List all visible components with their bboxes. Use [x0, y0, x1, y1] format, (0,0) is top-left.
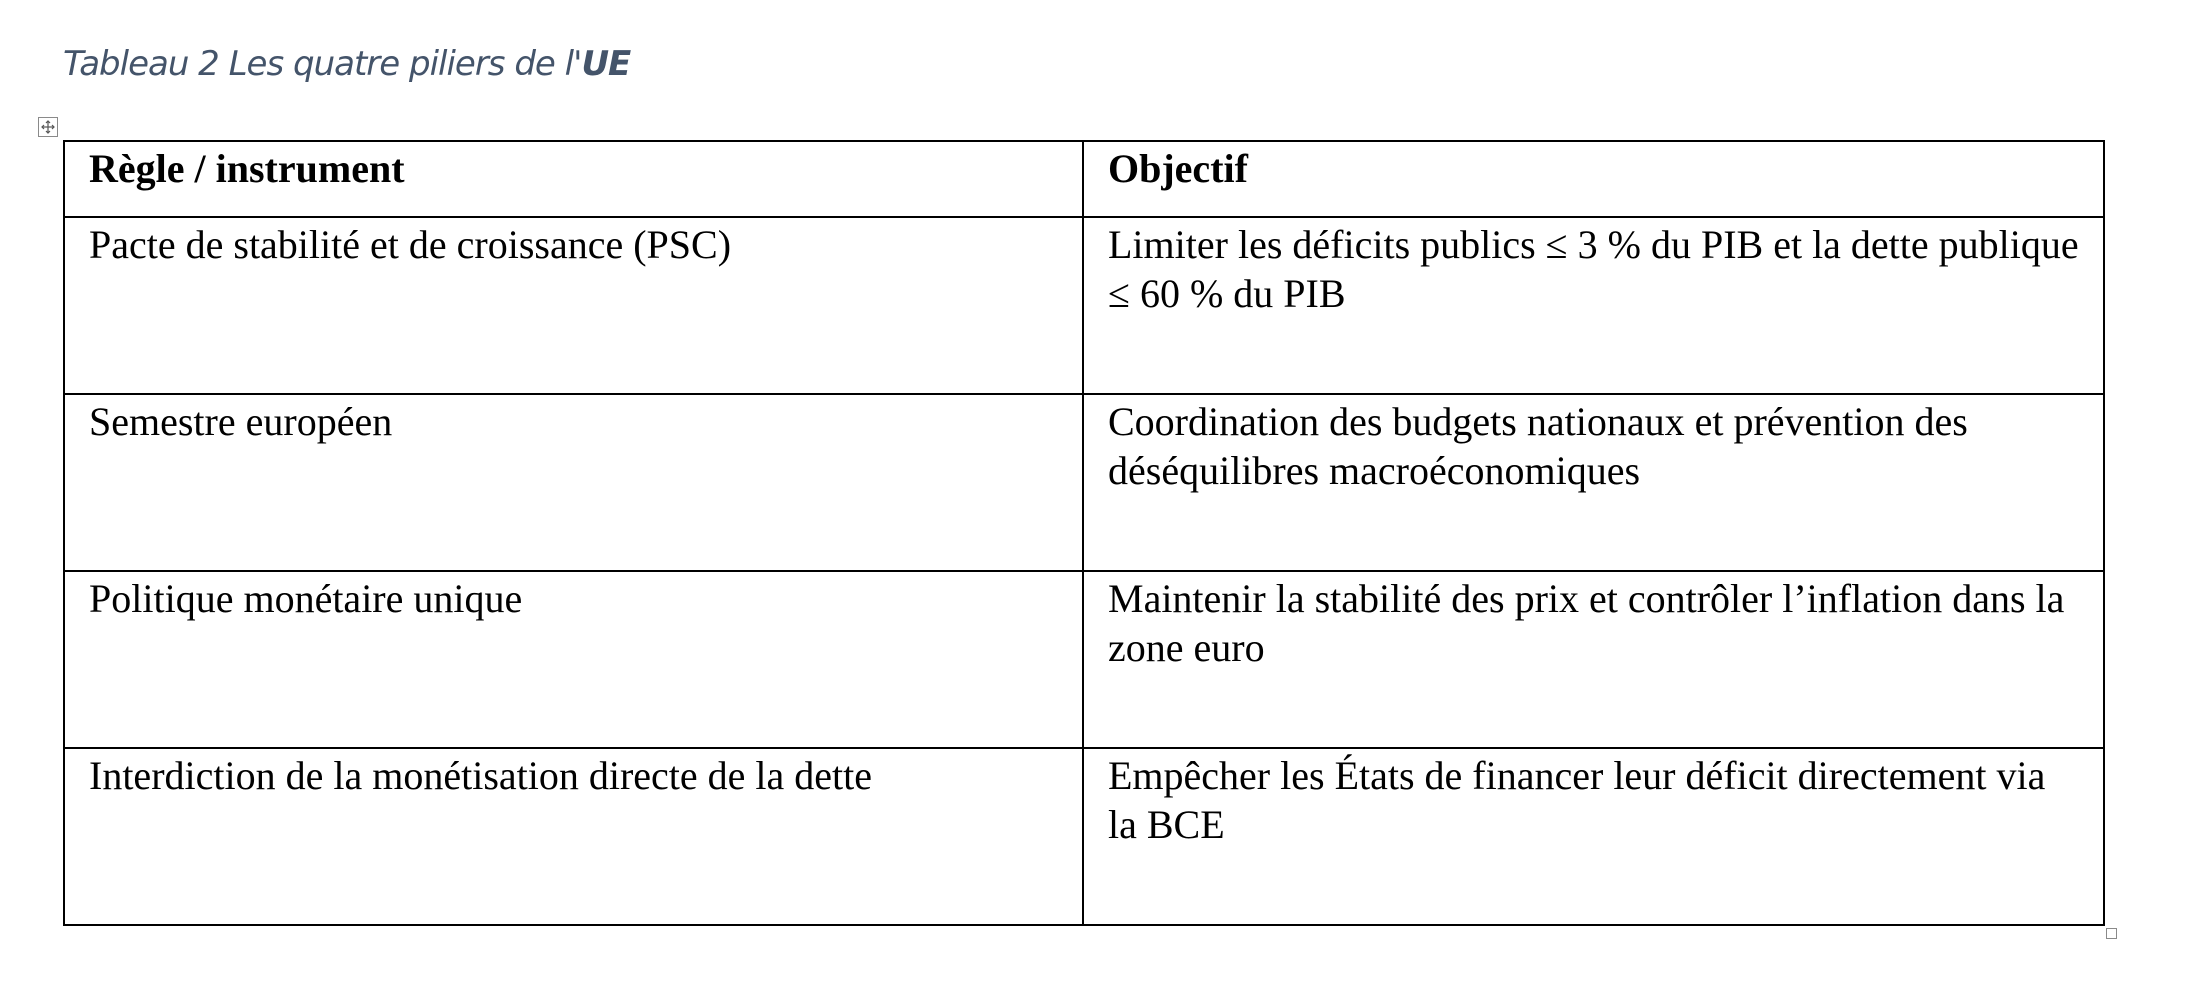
cell-rule: Pacte de stabilité et de croissance (PSC): [64, 217, 1083, 394]
cell-objective: Coordination des budgets nationaux et prévention des déséquilibres macroéconomiques: [1083, 394, 2104, 571]
table-caption: [63, 44, 630, 84]
cell-rule: Politique monétaire unique: [64, 571, 1083, 748]
cell-rule: Semestre européen: [64, 394, 1083, 571]
move-arrows-icon: [39, 118, 57, 136]
caption-bold-text: UE: [581, 44, 631, 84]
table-row: [64, 748, 2104, 925]
caption-text: Tableau 2 Les quatre piliers de l': [63, 44, 582, 84]
table-row: [64, 217, 2104, 394]
header-rule: Règle / instrument: [64, 141, 1083, 217]
pillars-table: [63, 140, 2105, 926]
table-row: [64, 571, 2104, 748]
header-objective: Objectif: [1083, 141, 2104, 217]
cell-objective: Empêcher les États de financer leur déficit directement via la BCE: [1083, 748, 2104, 925]
cell-objective: Maintenir la stabilité des prix et contrôler l’inflation dans la zone euro: [1083, 571, 2104, 748]
table-move-handle-icon[interactable]: [38, 117, 58, 137]
table-header-row: [64, 141, 2104, 217]
cell-objective: Limiter les déficits publics ≤ 3 % du PIB et la dette publique ≤ 60 % du PIB: [1083, 217, 2104, 394]
table-row: [64, 394, 2104, 571]
table-resize-handle[interactable]: [2106, 928, 2117, 939]
cell-rule: Interdiction de la monétisation directe de la dette: [64, 748, 1083, 925]
